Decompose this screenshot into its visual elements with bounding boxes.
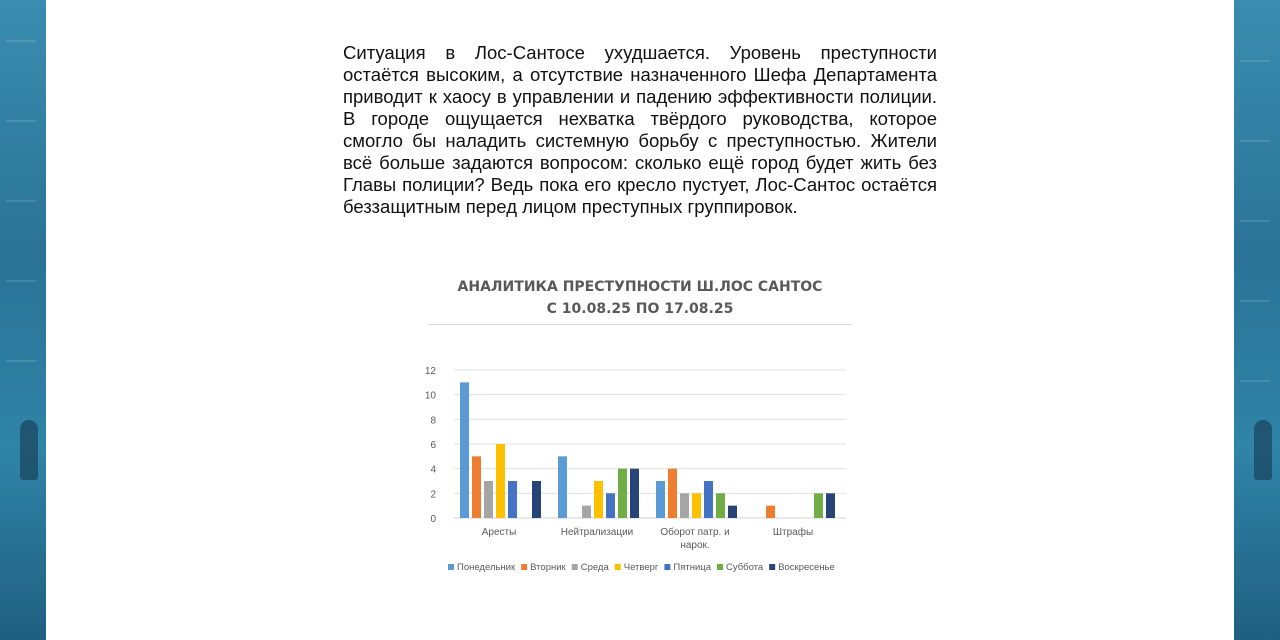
chart-title: АНАЛИТИКА ПРЕСТУПНОСТИ Ш.ЛОС САНТОС — [457, 279, 823, 295]
y-tick-label: 4 — [430, 464, 436, 476]
document-page — [46, 0, 1234, 640]
legend-label: Пятница — [673, 562, 711, 573]
bar — [532, 481, 541, 518]
bar — [558, 456, 567, 518]
bar-chart — [46, 0, 1234, 640]
legend-swatch — [572, 564, 578, 570]
x-tick-label: Оборот патр. и — [660, 527, 730, 538]
bar — [472, 456, 481, 518]
legend-label: Вторник — [530, 562, 566, 573]
legend-swatch — [717, 564, 723, 570]
x-tick-label: Нейтрализации — [560, 527, 634, 538]
bar — [692, 493, 701, 518]
chart-subtitle: С 10.08.25 ПО 17.08.25 — [546, 301, 734, 317]
y-tick-label: 0 — [430, 514, 436, 525]
y-tick-label: 2 — [430, 489, 436, 501]
legend-label: Понедельник — [457, 562, 516, 573]
background-figure — [20, 420, 38, 480]
bar — [716, 493, 725, 518]
background-figure — [1254, 420, 1272, 480]
legend-label: Среда — [580, 562, 609, 573]
bar — [668, 469, 677, 518]
bar — [656, 481, 665, 518]
x-tick-label: Штрафы — [772, 527, 814, 538]
article-paragraph: Ситуация в Лос-Сантосе ухудшается. Уровень преступности остаётся высоким, а отсутствие назначенного Шефа Департамента приводит к хаосу в управлении и падению эффективности полиции. В городе ощущается нехватка твёрдого руководства, которое смогло бы наладить системную борьбу с преступностью. Жители всё больше задаются вопросом: сколько ещё город будет жить без Главы полиции? Ведь пока его кресло пустует, Лос-Сантос остаётся беззащитным перед лицом преступных группировок. — [343, 42, 937, 217]
bar — [826, 493, 835, 518]
legend-label: Суббота — [725, 562, 764, 573]
legend-label: Четверг — [623, 562, 659, 573]
bar — [630, 469, 639, 518]
bar — [766, 506, 775, 518]
bar — [582, 506, 591, 518]
y-tick-label: 8 — [430, 415, 436, 427]
legend-swatch — [521, 564, 527, 570]
legend-swatch — [769, 564, 775, 570]
bar — [618, 469, 627, 518]
bar — [680, 493, 689, 518]
bar — [460, 382, 469, 518]
bar — [606, 493, 615, 518]
legend-swatch — [448, 564, 454, 570]
bar — [594, 481, 603, 518]
bar — [814, 493, 823, 518]
legend-label: Воскресенье — [778, 562, 835, 573]
bar — [496, 444, 505, 518]
bar — [484, 481, 493, 518]
y-tick-label: 12 — [424, 366, 436, 377]
background-left-strip — [0, 0, 46, 640]
x-tick-label: Аресты — [481, 527, 517, 538]
legend-swatch — [664, 564, 670, 570]
y-tick-label: 6 — [430, 440, 436, 451]
bar — [728, 506, 737, 518]
x-tick-label: нарок. — [680, 540, 710, 551]
bar — [508, 481, 517, 518]
y-tick-label: 10 — [424, 390, 436, 402]
background-right-strip — [1234, 0, 1280, 640]
bar — [704, 481, 713, 518]
legend-swatch — [615, 564, 621, 570]
